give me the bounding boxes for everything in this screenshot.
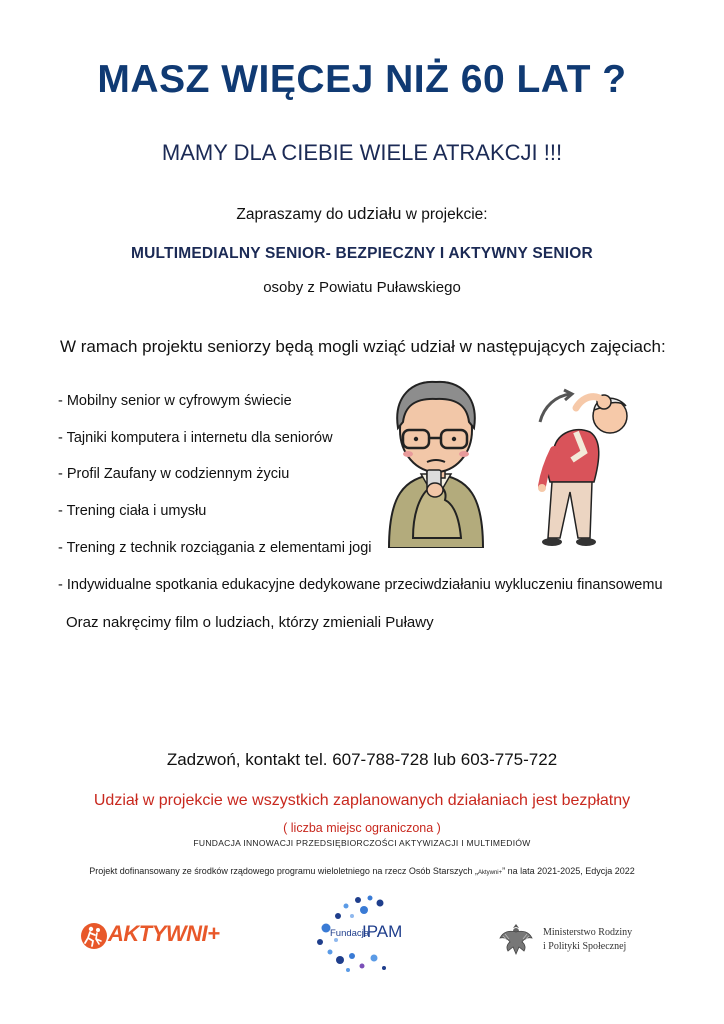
limited-places-note: ( liczba miejsc ograniczona )	[283, 821, 441, 835]
contact-phone: Zadzwoń, kontakt tel. 607-788-728 lub 603-775-722	[166, 750, 558, 769]
funding-suffix: ” na lata 2021-2025, Edycja 2022	[502, 866, 635, 876]
activity-item: - Mobilny senior w cyfrowym świecie	[58, 393, 292, 409]
senior-man-with-phone-illustration	[383, 378, 489, 548]
aktywni-logo-text: AKTYWNI+	[108, 921, 220, 946]
headline: MASZ WIĘCEJ NIŻ 60 LAT ?	[97, 58, 627, 101]
ministry-logo	[497, 920, 647, 960]
activities-intro: W ramach projektu seniorzy będą mogli wziąć udział w następujących zajęciach:	[60, 337, 666, 356]
invitation-line	[0, 204, 724, 224]
senior-woman-stretching-illustration	[530, 388, 630, 550]
ministry-name-line1: Ministerstwo Rodziny	[543, 927, 633, 938]
audience: osoby z Powiatu Puławskiego	[263, 279, 461, 296]
aktywni-logo	[80, 918, 240, 954]
eagle-emblem-icon	[497, 920, 535, 958]
subheadline: MAMY DLA CIEBIE WIELE ATRAKCJI !!!	[161, 140, 563, 165]
ipam-logo-small-text: Fundacja	[330, 928, 370, 939]
activity-item: - Indywidualne spotkania edukacyjne dedykowane przeciwdziałaniu wykluczeniu finansowemu	[58, 577, 663, 593]
funding-note	[0, 866, 724, 876]
free-participation-notice: Udział w projekcie we wszystkich zaplanowanych działaniach jest bezpłatny	[93, 792, 631, 809]
organizer-name: FUNDACJA INNOWACJI PRZEDSIĘBIORCZOŚCI AKTYWIZACJI I MULTIMEDIÓW	[193, 838, 531, 848]
closing-line: Oraz nakręcimy film o ludziach, którzy zmieniali Puławy	[66, 614, 434, 631]
project-name: MULTIMEDIALNY SENIOR- BEZPIECZNY I AKTYWNY SENIOR	[131, 245, 593, 262]
ministry-name-line2: i Polityki Społecznej	[543, 941, 627, 952]
invitation-suffix: w projekcie:	[401, 206, 488, 223]
activity-item: - Trening z technik rozciągania z elementami jogi	[58, 540, 372, 556]
invitation-emphasis: udziału	[347, 204, 402, 223]
running-figures-icon	[80, 922, 108, 950]
funding-prefix: Projekt dofinansowany ze środków rządowego programu wieloletniego na rzecz Osób Starszych „	[89, 866, 478, 876]
activity-item: - Trening ciała i umysłu	[58, 503, 207, 519]
funding-program: Aktywni+	[477, 870, 503, 876]
activity-item: - Tajniki komputera i internetu dla seniorów	[58, 430, 333, 446]
activity-item: - Profil Zaufany w codziennym życiu	[58, 466, 290, 482]
ipam-logo	[312, 894, 422, 978]
invitation-prefix: Zapraszamy do	[236, 206, 348, 223]
ipam-logo-text: IPAM	[362, 922, 403, 941]
